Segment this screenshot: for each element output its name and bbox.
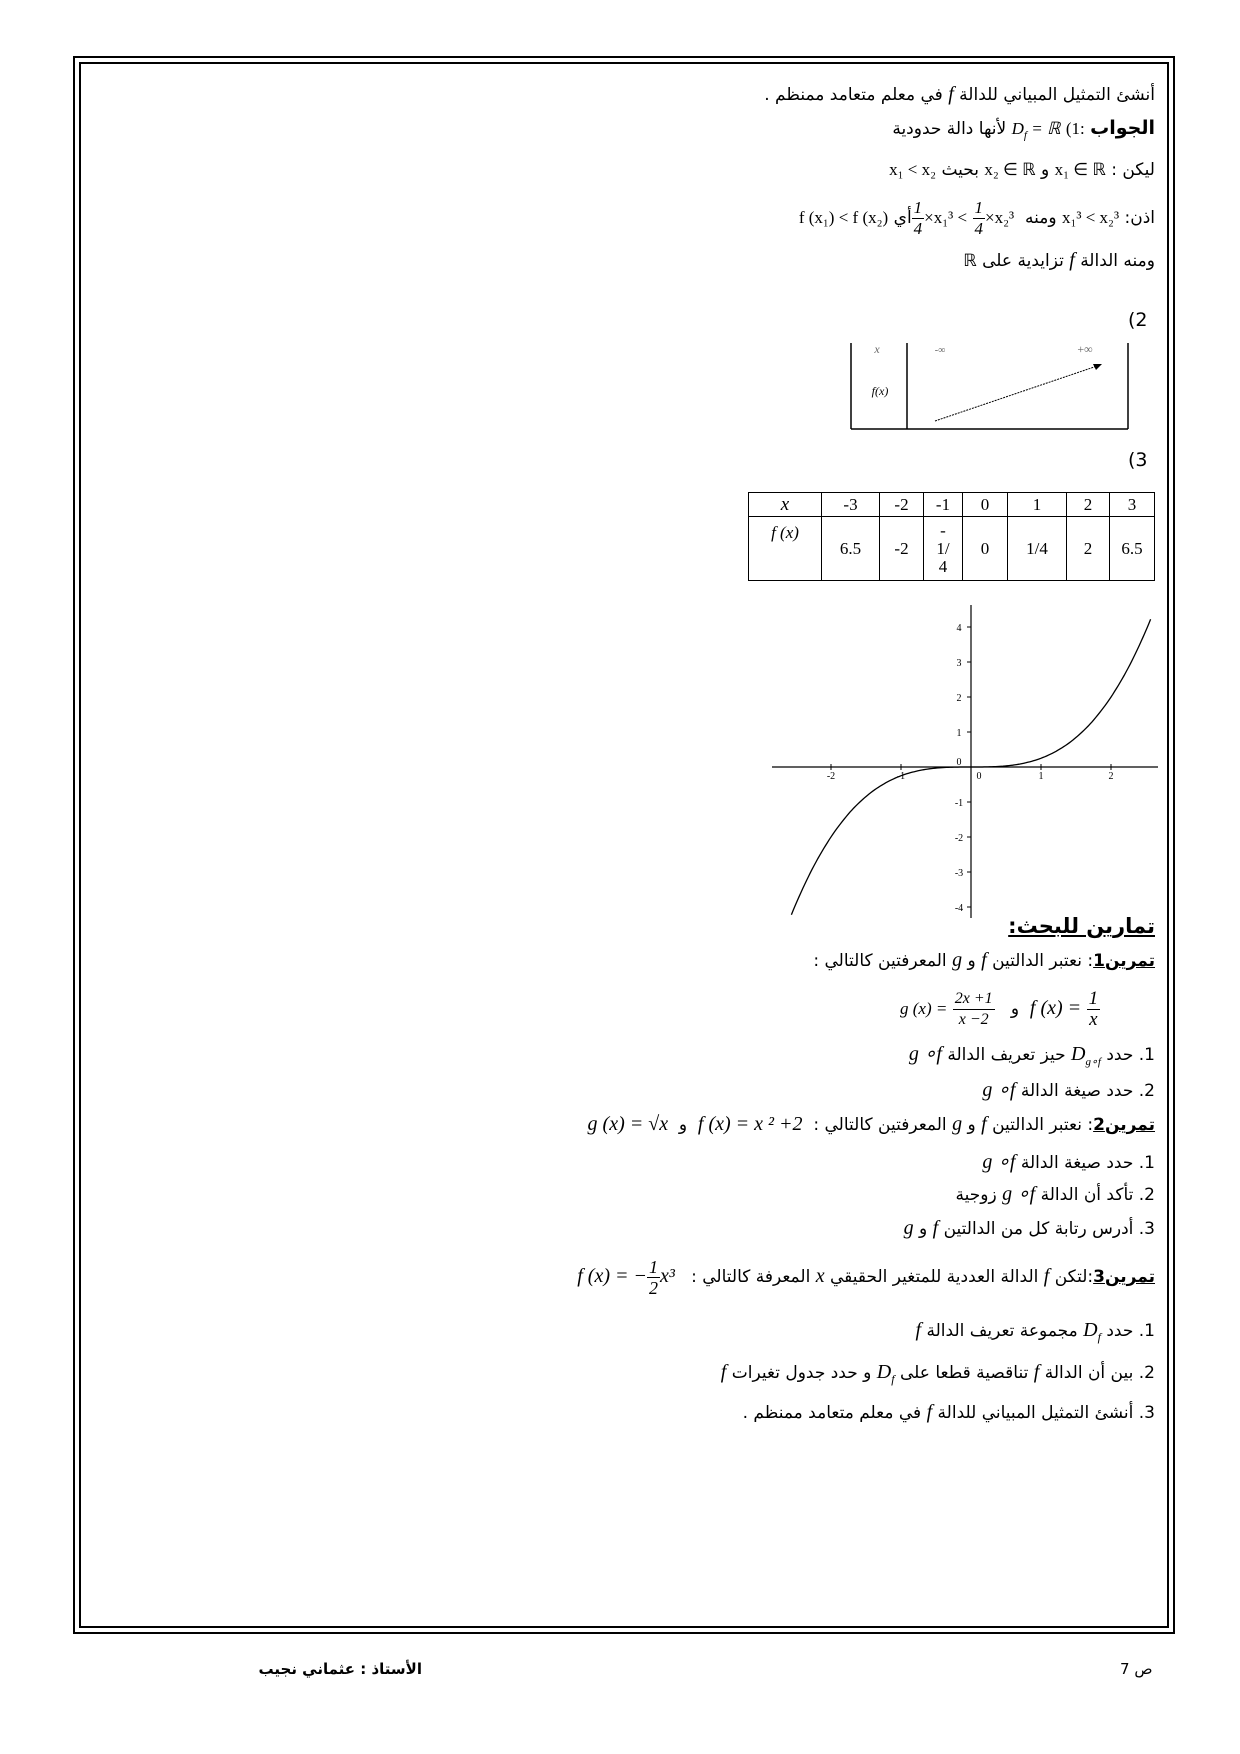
d-sub: f (891, 1372, 895, 1386)
question-3-line (764, 82, 1155, 107)
f-symbol: f (1043, 1265, 1050, 1287)
ex3-frac (647, 1257, 660, 1298)
ex1-line (813, 948, 1155, 973)
ex2-f-def: f (x) = x ² +2 (697, 1113, 803, 1135)
d-symbol: D (1083, 1319, 1098, 1341)
ex2-q2b-text: زوجية (955, 1185, 997, 1205)
variation-table (850, 343, 1130, 431)
quarter-frac-2 (973, 198, 986, 239)
ex1-q2 (982, 1078, 1155, 1103)
times-x2: ×x₂³ (985, 208, 1015, 227)
y-tick-label: 0 (956, 757, 962, 768)
x-tick-label: -2 (826, 771, 836, 782)
part-2-label: (2 (1128, 309, 1148, 331)
g-symbol: g (952, 1113, 963, 1135)
table-cell: 3 (1110, 493, 1155, 517)
ex3-q1 (916, 1318, 1155, 1349)
d-sub: g∘f (1085, 1056, 1101, 1068)
ex3-q3 (743, 1400, 1155, 1425)
ex3-q2b-text: تناقصية قطعا على (899, 1363, 1029, 1383)
ex3-x3: x³ (660, 1265, 675, 1287)
var-fx-label: f(x) (871, 384, 889, 398)
frac-den: x −2 (958, 1010, 989, 1028)
ex3-q2 (721, 1360, 1155, 1391)
frac-den: 2 (649, 1277, 658, 1298)
ex3-label: تمرين3 (1093, 1267, 1155, 1287)
f-symbol: f (720, 1361, 727, 1383)
ex1-q1b-text: حيز تعريف الدالة (947, 1045, 1066, 1065)
q3-text: أنشئ التمثيل المبياني للدالة (959, 85, 1155, 105)
table-header-row (749, 493, 1155, 517)
ex3-text2: الدالة العددية للمتغير الحقيقي (830, 1267, 1039, 1287)
answer-line-2 (889, 158, 1155, 182)
f-symbol: f (948, 83, 954, 105)
ex2-q1 (982, 1150, 1155, 1175)
but-text: ليكن : (1111, 160, 1155, 180)
f-symbol: f (932, 1217, 939, 1239)
answer-line-3 (799, 196, 1155, 240)
table-cell: 6.5 (822, 517, 880, 581)
table-cell: x (749, 493, 822, 517)
q3-suffix: في معلم متعامد ممنظم . (764, 85, 943, 105)
var-plus-inf: +∞ (1077, 343, 1093, 356)
g-symbol: g (952, 949, 963, 971)
answer-line-1 (892, 116, 1155, 147)
ex3-q1-text: 1. حدد (1106, 1321, 1155, 1341)
ex2-q2 (956, 1182, 1155, 1207)
x-symbol: x (815, 1265, 825, 1287)
ex2-q1-text: 1. حدد صيغة الدالة (1020, 1153, 1155, 1173)
gof-symbol: g ∘f (982, 1079, 1016, 1101)
quarter-frac-1 (912, 198, 925, 239)
f-symbol: f (1069, 249, 1075, 271)
f-symbol: f (926, 1401, 933, 1423)
ex1-q2-text: 2. حدد صيغة الدالة (1020, 1081, 1155, 1101)
y-tick-label: -1 (954, 798, 964, 809)
quarter-ineq (912, 197, 1020, 238)
even-text: لأنها دالة حدودية (892, 119, 1007, 139)
ex3-q2c-text: و حدد جدول تغيرات (731, 1363, 872, 1383)
y-tick-label: 1 (956, 728, 962, 739)
x1-lt-x2: x₁ < x₂ (889, 160, 937, 179)
df-symbol (1083, 1319, 1101, 1344)
ex3-formula (577, 1256, 675, 1298)
times-x1: ×x₁³ < (924, 208, 968, 227)
d-sub: f (1097, 1330, 1101, 1344)
and-text: و (1010, 999, 1020, 1019)
conclusion-text: ومنه الدالة (1080, 251, 1155, 271)
f-ineq: f (x₁) < f (x₂) (798, 208, 889, 227)
ex1-label: تمرين1 (1093, 951, 1155, 971)
function-graph (770, 600, 1160, 920)
and-text: و (918, 1219, 928, 1239)
gof-symbol: g ∘f (982, 1151, 1016, 1173)
table-cell: -2 (880, 517, 924, 581)
y-tick-label: 3 (956, 658, 962, 669)
x1-in: x₁ ∈ ℝ (1054, 160, 1106, 179)
frac-num: 1 (1088, 987, 1099, 1009)
ex2-q3 (904, 1216, 1155, 1241)
gof-symbol: g ∘f (908, 1043, 942, 1065)
answer-line-4 (963, 248, 1155, 273)
answer-1: :1) (1065, 119, 1085, 138)
table-row (749, 517, 1155, 581)
df-sub: f (1023, 129, 1027, 142)
teacher-name: الأستاذ : عثماني نجيب (258, 1660, 422, 1678)
y-tick-label: 2 (956, 693, 962, 704)
df-formula (1011, 119, 1061, 142)
table-cell: -3 (822, 493, 880, 517)
var-minus-inf: -∞ (934, 345, 946, 356)
df-rest: = ℝ (1026, 119, 1061, 138)
table-cell: f (x) (749, 517, 822, 581)
ex2-q2-text: 2. تأكد أن الدالة (1040, 1185, 1155, 1205)
f-symbol: f (1033, 1361, 1040, 1383)
ex3-text3: المعرفة كالتالي : (691, 1267, 811, 1287)
ex3-q1b-text: مجموعة تعريف الدالة (926, 1321, 1078, 1341)
ex2-q3-text: 3. أدرس رتابة كل من الدالتين (943, 1219, 1155, 1239)
ex1-q1-text: 1. حدد (1106, 1045, 1155, 1065)
cube-ineq: x₁³ < x₂³ (1061, 208, 1120, 227)
ex3-q3-text: 3. أنشئ التمثيل المبياني للدالة (937, 1403, 1155, 1423)
ex1-f-def: f (x) = (1029, 997, 1082, 1019)
table-cell: 0 (963, 517, 1008, 581)
table-cell: 1/4 (1008, 517, 1067, 581)
d-symbol: D (876, 1361, 892, 1383)
ex1-definitions (900, 984, 1100, 1033)
increasing-arrow (935, 365, 1100, 421)
x-tick-label: 0 (976, 771, 982, 782)
df-d: D (1011, 119, 1024, 138)
frac-num: 1 (913, 197, 923, 217)
f-symbol: f (915, 1319, 922, 1341)
ex3-text: :لتكن (1054, 1267, 1094, 1287)
table-cell: 6.5 (1110, 517, 1155, 581)
page-number: ص 7 (1120, 1660, 1153, 1678)
and-text: و (967, 1115, 976, 1135)
ex3-q2-text: 2. بين أن الدالة (1044, 1363, 1155, 1383)
d-gof (1071, 1043, 1101, 1068)
d-symbol: D (1071, 1043, 1086, 1065)
and-text: و (1040, 160, 1050, 180)
f-symbol: f (981, 949, 987, 971)
x-tick-label: -1 (896, 771, 906, 782)
and-text: و (678, 1115, 688, 1135)
ex1-f-frac (1087, 989, 1101, 1030)
such-that: بحيث (941, 160, 979, 180)
f-symbol: f (981, 1113, 987, 1135)
frac-num: 1 (649, 1256, 658, 1277)
ex1-g-def: g (x) = (900, 999, 948, 1018)
ex2-text: : نعتبر الدالتين (992, 1115, 1094, 1135)
hence-text: ومنه (1024, 208, 1057, 228)
frac-den: x (1089, 1008, 1098, 1030)
ex2-line (588, 1112, 1155, 1137)
g-symbol: g (903, 1217, 914, 1239)
part-3-label: (3 (1128, 449, 1148, 471)
ex3-q3b-text: في معلم متعامد ممنظم . (742, 1403, 922, 1423)
conclusion-text-2: تزايدية على (982, 251, 1064, 271)
var-x-label: x (874, 343, 880, 356)
ie-text: أي (893, 208, 912, 228)
ex1-g-frac (953, 989, 995, 1030)
and-text: و (967, 951, 976, 971)
table-cell: 0 (963, 493, 1008, 517)
ex3-f-def: f (x) = − (577, 1265, 647, 1287)
gof-symbol: g ∘f (1002, 1183, 1036, 1205)
ex2-text2: المعرفتين كالتالي : (813, 1115, 947, 1135)
then-text: اذن: (1124, 208, 1155, 228)
y-tick-label: -4 (954, 903, 964, 914)
table-cell: -1 (924, 493, 963, 517)
x2-in: x₂ ∈ ℝ (984, 160, 1036, 179)
y-tick-label: -2 (954, 833, 964, 844)
x-tick-label: 2 (1108, 771, 1114, 782)
y-tick-label: 4 (956, 623, 962, 634)
table-cell: 2 (1067, 517, 1110, 581)
reals-symbol: ℝ (963, 251, 977, 270)
table-cell: -2 (880, 493, 924, 517)
frac-den: 4 (974, 218, 984, 238)
ex2-label: تمرين2 (1093, 1115, 1155, 1135)
ex1-text: : نعتبر الدالتين (992, 951, 1094, 971)
x-tick-label: 1 (1038, 771, 1044, 782)
frac-den: 4 (913, 218, 923, 238)
ex2-g-def: g (x) = √x (587, 1113, 669, 1135)
table-cell: - 1/ 4 (924, 517, 963, 581)
table-cell: 2 (1067, 493, 1110, 517)
ex1-text2: المعرفتين كالتالي : (813, 951, 947, 971)
exercises-heading: تمارين للبحث: (1008, 914, 1155, 938)
frac-num: 2x +1 (953, 989, 995, 1010)
y-tick-label: -3 (954, 868, 964, 879)
frac-num: 1 (974, 197, 984, 217)
table-cell: 1 (1008, 493, 1067, 517)
ex1-q1 (909, 1042, 1155, 1074)
ex3-line (577, 1252, 1155, 1301)
values-table (748, 492, 1155, 581)
answer-label: الجواب (1090, 117, 1155, 139)
df-symbol (876, 1361, 895, 1386)
